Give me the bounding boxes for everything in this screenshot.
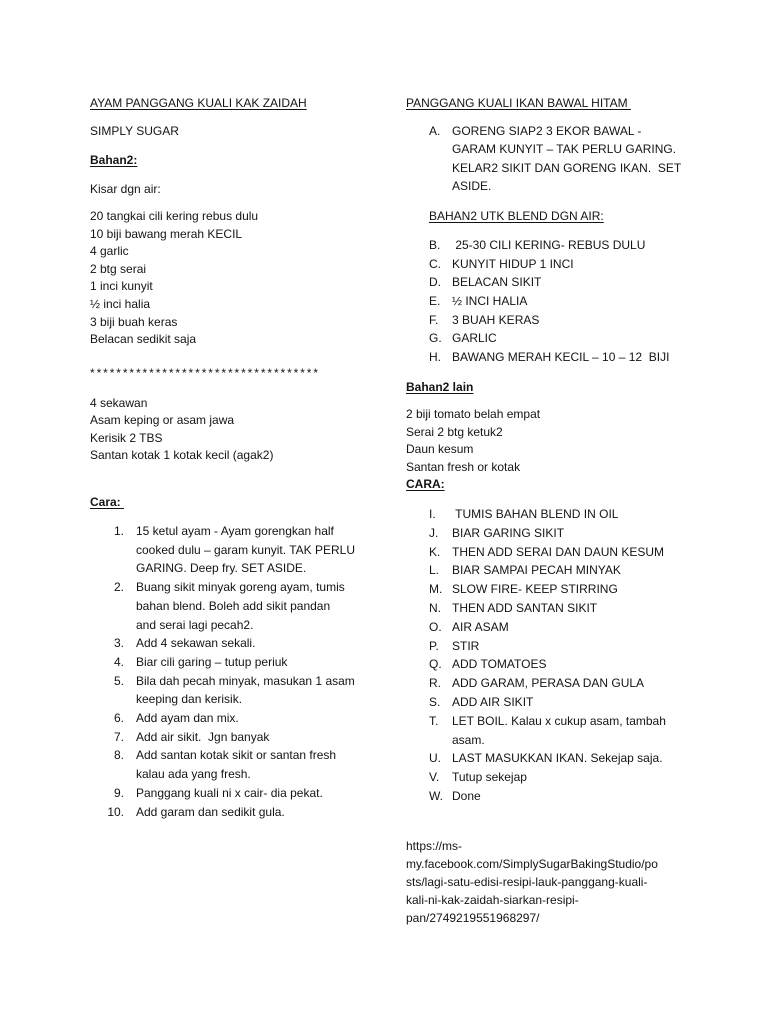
list-item: Asam keping or asam jawa — [90, 413, 235, 428]
method-step — [90, 803, 355, 822]
cara-heading: Cara: — [90, 495, 125, 509]
ikan-prep-list — [406, 122, 681, 196]
step-number: 2. — [113, 580, 124, 595]
step-number: 7. — [113, 729, 124, 744]
method-step — [90, 709, 355, 728]
step-text: Add air sikit. Jgn banyak — [136, 729, 270, 744]
step-letter: M. — [429, 582, 443, 597]
method-step — [406, 768, 666, 787]
step-letter: W. — [429, 788, 443, 803]
step-letter: J. — [429, 525, 439, 540]
step-letter: L. — [429, 563, 440, 578]
step-text: 15 ketul ayam - Ayam gorengkan half — [136, 524, 334, 538]
step-text: Panggang kuali ni x cair- dia pekat. — [136, 785, 323, 800]
method-step — [90, 634, 355, 653]
item-text: 25-30 CILI KERING- REBUS DULU — [452, 238, 646, 252]
step-text: TUMIS BAHAN BLEND IN OIL — [452, 507, 619, 521]
step-number: 9. — [113, 785, 124, 800]
method-step — [406, 693, 666, 712]
step-letter: P. — [429, 638, 439, 653]
step-text: ASIDE. — [452, 179, 492, 194]
method-step — [406, 524, 666, 543]
step-text: AIR ASAM — [452, 619, 509, 634]
step-text: GARAM KUNYIT – TAK PERLU GARING. — [452, 142, 677, 157]
method-step — [406, 599, 666, 618]
list-item — [406, 273, 669, 292]
list-item — [406, 348, 669, 367]
step-letter: O. — [429, 619, 442, 634]
step-text: KELAR2 SIKIT DAN GORENG IKAN. SET — [452, 160, 682, 175]
item-text: KUNYIT HIDUP 1 INCI — [452, 256, 574, 271]
list-item: Daun kesum — [406, 442, 474, 456]
item-letter: H. — [429, 349, 441, 364]
step-text: STIR — [452, 638, 480, 653]
step-letter: A. — [429, 124, 441, 138]
list-item: Serai 2 btg ketuk2 — [406, 424, 503, 439]
method-step — [90, 672, 355, 709]
step-number: 6. — [113, 711, 124, 726]
method-step — [406, 543, 666, 562]
step-letter: I. — [429, 507, 436, 521]
cara-heading-ikan: CARA: — [406, 477, 445, 491]
item-text: BELACAN SIKIT — [452, 275, 542, 290]
url-line: sts/lagi-satu-edisi-resipi-lauk-panggang-kuali- — [406, 875, 648, 889]
item-text: GARLIC — [452, 331, 497, 346]
step-number: 5. — [113, 673, 124, 688]
item-letter: F. — [429, 312, 439, 327]
step-text: and serai lagi pecah2. — [136, 617, 254, 632]
item-letter: D. — [429, 275, 441, 290]
step-text: Add santan kotak sikit or santan fresh — [136, 748, 337, 763]
step-text: GARING. Deep fry. SET ASIDE. — [136, 561, 307, 576]
step-text: Bila dah pecah minyak, masukan 1 asam — [136, 673, 355, 688]
method-step — [406, 674, 666, 693]
list-item — [406, 255, 669, 274]
step-text: ADD GARAM, PERASA DAN GULA — [452, 676, 645, 691]
method-step — [406, 749, 666, 768]
step-text: Buang sikit minyak goreng ayam, tumis — [136, 580, 345, 595]
step-text: THEN ADD SANTAN SIKIT — [452, 600, 598, 615]
method-step — [90, 728, 355, 747]
step-number: 10. — [107, 804, 124, 819]
step-text: keeping dan kerisik. — [136, 692, 243, 707]
bahan-lain-heading: Bahan2 lain — [406, 380, 474, 394]
prep-step — [406, 122, 681, 196]
step-text: kalau ada yang fresh. — [136, 767, 251, 782]
step-text: Add ayam dan mix. — [136, 711, 239, 726]
list-item: 1 inci kunyit — [90, 279, 153, 294]
asterisk-separator: *********************************** — [90, 366, 320, 380]
step-text: BIAR SAMPAI PECAH MINYAK — [452, 563, 621, 578]
step-number: 4. — [113, 654, 124, 669]
step-text: Add garam dan sedikit gula. — [136, 804, 285, 819]
item-text: BAWANG MERAH KECIL – 10 – 12 BIJI — [452, 349, 670, 364]
step-text: LET BOIL. Kalau x cukup asam, tambah — [452, 713, 666, 728]
method-step — [90, 522, 355, 578]
recipe-source-name: SIMPLY SUGAR — [90, 124, 179, 138]
item-letter: G. — [429, 331, 442, 346]
kisar-ingredient-list — [90, 208, 258, 349]
step-letter: S. — [429, 694, 441, 709]
step-letter: T. — [429, 713, 439, 728]
step-letter: K. — [429, 544, 441, 559]
method-step — [406, 505, 666, 524]
item-text: 3 BUAH KERAS — [452, 312, 540, 327]
list-item: 4 sekawan — [90, 396, 148, 410]
list-item: Santan kotak 1 kotak kecil (agak2) — [90, 448, 274, 463]
step-text: bahan blend. Boleh add sikit pandan — [136, 598, 331, 613]
step-number: 8. — [113, 748, 124, 763]
list-item — [406, 311, 669, 330]
list-item: 2 btg serai — [90, 261, 147, 276]
list-item — [406, 292, 669, 311]
item-letter: E. — [429, 293, 441, 308]
list-item: 10 biji bawang merah KECIL — [90, 226, 243, 241]
method-step — [406, 712, 666, 750]
blend-ingredient-list — [406, 236, 669, 367]
method-step — [90, 653, 355, 672]
method-step — [90, 578, 355, 634]
url-line: kali-ni-kak-zaidah-siarkan-resipi- — [406, 893, 579, 907]
method-step — [406, 655, 666, 674]
step-number: 3. — [113, 636, 124, 651]
step-text: ADD TOMATOES — [452, 657, 547, 672]
item-letter: B. — [429, 238, 441, 252]
list-item: Kerisik 2 TBS — [90, 430, 163, 445]
step-text: cooked dulu – garam kunyit. TAK PERLU — [136, 542, 355, 557]
step-letter: V. — [429, 770, 440, 785]
url-line: my.facebook.com/SimplySugarBakingStudio/po — [406, 857, 658, 871]
item-text: ½ INCI HALIA — [452, 293, 528, 308]
step-letter: U. — [429, 751, 441, 766]
kisar-label: Kisar dgn air: — [90, 182, 161, 196]
list-item — [406, 329, 669, 348]
source-url — [406, 837, 658, 927]
step-letter: N. — [429, 600, 441, 615]
method-step — [406, 637, 666, 656]
other-ingredient-list — [90, 395, 273, 465]
list-item: 20 tangkai cili kering rebus dulu — [90, 209, 259, 223]
ayam-method-steps — [90, 522, 355, 821]
step-text: asam. — [452, 732, 485, 747]
method-step — [90, 784, 355, 803]
step-text: GORENG SIAP2 3 EKOR BAWAL - — [452, 124, 642, 138]
method-step — [406, 580, 666, 599]
list-item: Belacan sedikit saja — [90, 332, 197, 347]
step-letter: Q. — [429, 657, 442, 672]
list-item: 4 garlic — [90, 244, 129, 259]
method-step — [406, 618, 666, 637]
step-text: THEN ADD SERAI DAN DAUN KESUM — [452, 544, 665, 559]
recipe-title-ayam: AYAM PANGGANG KUALI KAK ZAIDAH — [90, 96, 307, 110]
list-item: ½ inci halia — [90, 296, 151, 311]
step-text: Add 4 sekawan sekali. — [136, 636, 256, 651]
method-step — [406, 561, 666, 580]
step-text: SLOW FIRE- KEEP STIRRING — [452, 582, 618, 597]
step-text: ADD AIR SIKIT — [452, 694, 534, 709]
step-text: LAST MASUKKAN IKAN. Sekejap saja. — [452, 751, 663, 766]
list-item: Santan fresh or kotak — [406, 459, 521, 474]
step-text: Done — [452, 788, 481, 803]
method-step — [406, 787, 666, 806]
bahan-lain-list — [406, 406, 540, 494]
url-line: pan/2749219551968297/ — [406, 911, 540, 925]
blend-heading: BAHAN2 UTK BLEND DGN AIR: — [429, 209, 604, 223]
step-text: Tutup sekejap — [452, 770, 527, 785]
item-letter: C. — [429, 256, 441, 271]
step-text: BIAR GARING SIKIT — [452, 525, 565, 540]
url-line: https://ms- — [406, 839, 463, 853]
step-number: 1. — [113, 524, 124, 538]
ikan-method-steps — [406, 505, 666, 806]
bahan-heading: Bahan2: — [90, 153, 138, 167]
method-step — [90, 746, 355, 783]
step-text: Biar cili garing – tutup periuk — [136, 654, 288, 669]
list-item: 3 biji buah keras — [90, 314, 178, 329]
step-letter: R. — [429, 676, 441, 691]
recipe-title-ikan: PANGGANG KUALI IKAN BAWAL HITAM — [406, 96, 631, 110]
list-item: 2 biji tomato belah empat — [406, 407, 541, 421]
list-item — [406, 236, 669, 255]
